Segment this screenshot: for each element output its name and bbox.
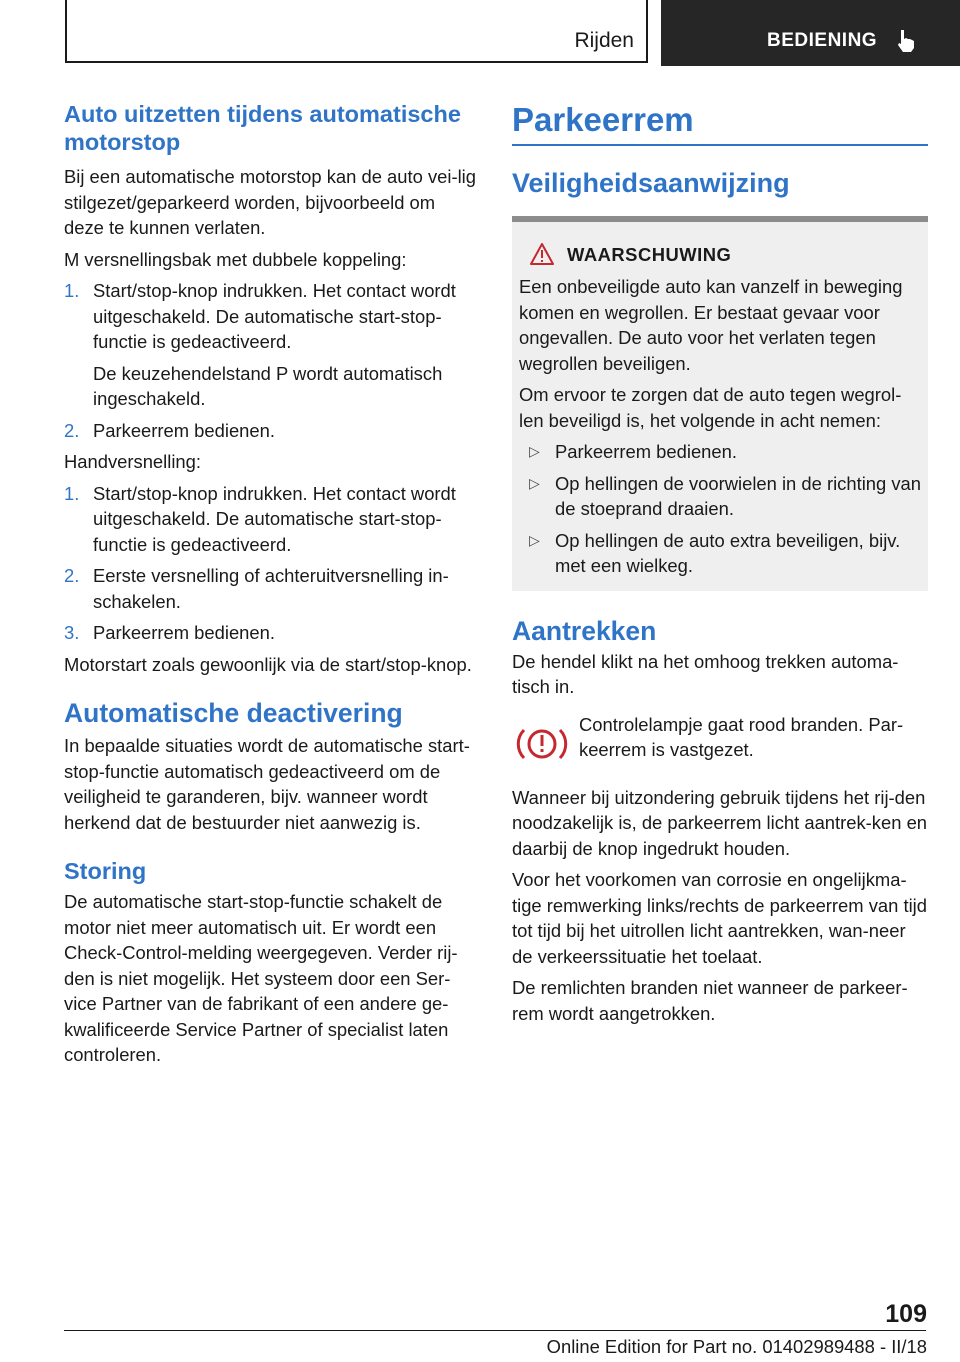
heading-aantrekken: Aantrekken <box>512 615 657 646</box>
page-title: Parkeerrem <box>512 101 694 138</box>
warning-box <box>512 222 928 591</box>
indicator-paragraph <box>512 712 928 763</box>
step-text: Parkeerrem bedienen. <box>93 622 275 643</box>
warning-triangle-icon <box>529 242 555 266</box>
list-item <box>519 528 922 579</box>
paragraph: De remlichten branden niet wanneer de parkeer-rem wordt aangetrokken. <box>512 977 908 1024</box>
warning-header <box>519 242 922 268</box>
right-column <box>512 100 928 1026</box>
heading-veiligheidsaanwijzing: Veiligheidsaanwijzing <box>512 168 790 198</box>
paragraph: Wanneer bij uitzondering gebruik tijdens het rij-den noodzakelijk is, de parkeerrem licht aantrek-ken en daarbij de knop ingedrukt houden. <box>512 786 928 859</box>
paragraph: De automatische start-stop-functie schakelt de motor niet meer automatisch uit. Er wordt een Check-Control-melding weergegeven. Verder rij-den is niet mogelijk. Het systeem door een Ser-vice Partner van de fabrikant of een andere ge-kwalificeerde Service Partner of specialist laten controleren. <box>64 891 458 1065</box>
warning-paragraph: Om ervoor te zorgen dat de auto tegen wegrol-len beveiligd is, het volgende in acht nemen: <box>519 384 902 431</box>
step-number: 2. <box>64 565 80 586</box>
step-text: Start/stop-knop indrukken. Het contact wordt uitgeschakeld. De automatische start-stop-functie is gedeactiveerd. <box>93 280 456 352</box>
paragraph: M versnellingsbak met dubbele koppeling: <box>64 248 407 270</box>
arrow-icon: ▷ <box>529 474 540 491</box>
warning-bullets <box>519 439 922 579</box>
page-header <box>0 0 960 66</box>
warning-label: WAARSCHUWING <box>567 244 732 265</box>
heading-storing: Storing <box>64 858 147 884</box>
left-column <box>64 100 479 1068</box>
list-item <box>519 439 922 465</box>
paragraph: Bij een automatische motorstop kan de auto vei-lig stilgezet/geparkeerd worden, bijvoorbeeld om deze te kunnen verlaten. <box>64 166 476 238</box>
arrow-icon: ▷ <box>529 531 540 548</box>
paragraph: Controlelampje gaat rood branden. Par-keerrem is vastgezet. <box>579 713 904 760</box>
heading-automatische-deactivering: Automatische deactivering <box>64 698 403 728</box>
brake-warning-lamp-icon <box>515 724 569 764</box>
list-item <box>519 471 922 522</box>
paragraph: De hendel klikt na het omhoog trekken automa-tisch in. <box>512 650 899 697</box>
section-label: Rijden <box>574 29 634 52</box>
bullet-text: Op hellingen de voorwielen in de richting van de stoeprand draaien. <box>555 472 921 519</box>
step-number: 1. <box>64 482 80 504</box>
list-item <box>64 481 479 558</box>
step-number: 2. <box>64 419 80 441</box>
arrow-icon: ▷ <box>529 443 540 459</box>
step-text: Parkeerrem bedienen. <box>93 419 275 441</box>
list-item <box>64 620 479 646</box>
paragraph: In bepaalde situaties wordt de automatische start-stop-functie automatisch gedeactiveerd om de veiligheid te garanderen, bijv. wanneer wordt herkend dat de bestuurder niet aanwezig is. <box>64 735 470 833</box>
footer-rule <box>64 1330 926 1331</box>
warning-paragraph: Een onbeveiligde auto kan vanzelf in beweging komen en wegrollen. Er bestaat gevaar voor ongevallen. De auto voor het verlaten tegen wegrollen beveiligen. <box>519 276 903 374</box>
list-item <box>64 418 479 444</box>
paragraph: Handversnelling: <box>64 451 201 472</box>
bullet-text: Parkeerrem bedienen. <box>555 441 737 462</box>
paragraph: Motorstart zoals gewoonlijk via de start/stop-knop. <box>64 653 472 675</box>
section-tab <box>65 0 648 63</box>
pointing-hand-icon <box>893 28 919 54</box>
heading-auto-uitzetten: Auto uitzetten tijdens automatische motorstop <box>64 101 461 155</box>
title-rule <box>512 144 928 146</box>
step-number: 1. <box>64 280 80 301</box>
list-item <box>64 278 479 412</box>
step-subtext: De keuzehendelstand P wordt automatisch ingeschakeld. <box>93 362 443 409</box>
paragraph: Voor het voorkomen van corrosie en ongelijkma-tige remwerking links/rechts de parkeerrem van tijd tot tijd bij het uitrollen licht aantrekken, wan-neer de verkeerssituatie het toelaat. <box>512 869 927 967</box>
page-number: 109 <box>885 1300 927 1328</box>
step-text: Start/stop-knop indrukken. Het contact wordt uitgeschakeld. De automatische start-stop-functie is gedeactiveerd. <box>93 482 456 555</box>
list-item <box>64 563 479 614</box>
steps-list-hand <box>64 481 479 646</box>
chapter-label: BEDIENING <box>767 30 878 51</box>
steps-list-m <box>64 278 479 443</box>
footer-edition: Online Edition for Part no. 01402989488 - II/18 <box>546 1336 927 1357</box>
step-number: 3. <box>64 622 80 643</box>
step-text: Eerste versnelling of achteruitversnelling in-schakelen. <box>93 565 449 612</box>
bullet-text: Op hellingen de auto extra beveiligen, bijv. met een wielkeg. <box>555 529 901 576</box>
